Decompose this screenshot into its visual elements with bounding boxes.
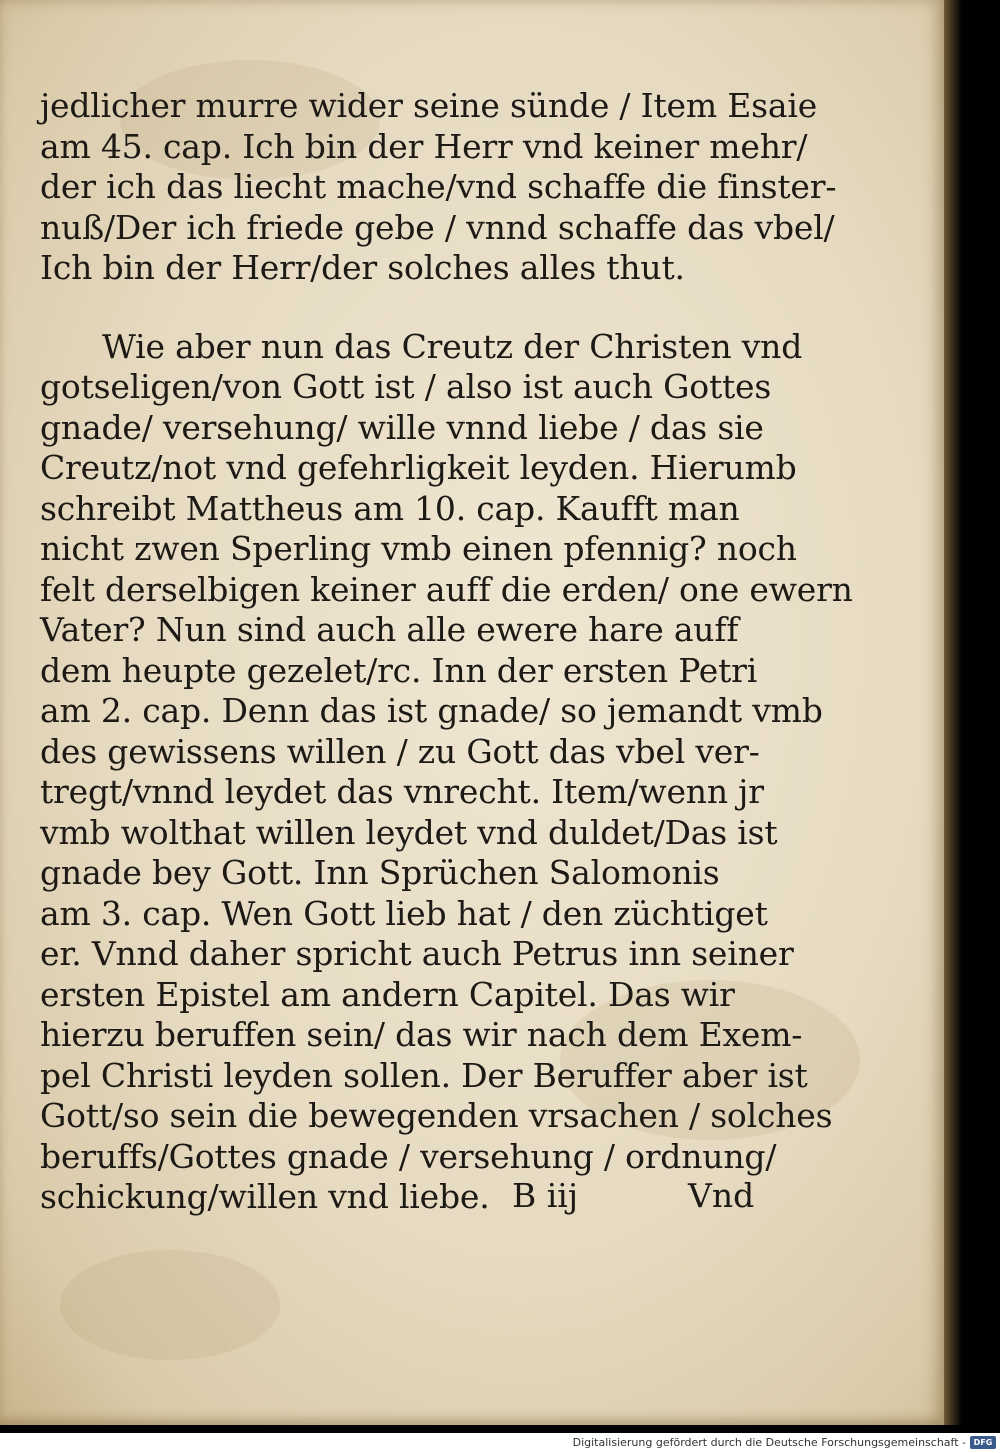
signature-mark: B iij	[512, 1176, 579, 1215]
page-footer-marks	[40, 1176, 780, 1220]
text-line: hierzu beruffen sein/ das wir nach dem Exem-	[40, 1015, 803, 1054]
text-line: nicht zwen Sperling vmb einen pfennig? noch	[40, 529, 797, 568]
text-line: Gott/so sein die bewegenden vrsachen / solches	[40, 1096, 833, 1135]
catchword: Vnd	[688, 1176, 755, 1215]
text-line: jedlicher murre wider seine sünde / Item Esaie	[40, 86, 818, 125]
dfg-logo-icon: DFG	[970, 1436, 996, 1449]
text-line: nuß/Der ich friede gebe / vnnd schaffe das vbel/	[40, 207, 835, 247]
text-line: beruffs/Gottes gnade / versehung / ordnung/	[40, 1136, 777, 1176]
text-line: gnade bey Gott. Inn Sprüchen Salomonis	[40, 853, 720, 892]
text-line: des gewissens willen / zu Gott das vbel ver-	[40, 731, 760, 771]
paragraph-gap	[40, 289, 780, 327]
text-line: der ich das liecht mache/vnd schaffe die finster-	[40, 167, 837, 206]
text-line: Wie aber nun das Creutz der Christen vnd	[102, 326, 803, 366]
credit-bar	[0, 1433, 1000, 1453]
text-line: schreibt Mattheus am 10. cap. Kaufft man	[40, 488, 740, 528]
text-line: Ich bin der Herr/der solches alles thut.	[40, 248, 685, 287]
text-line: ersten Epistel am andern Capitel. Das wir	[40, 974, 735, 1014]
text-line: Vater? Nun sind auch alle ewere hare auff	[40, 610, 739, 649]
text-line: tregt/vnnd leydet das vnrecht. Item/wenn jr	[40, 772, 764, 811]
page-text	[40, 86, 853, 1218]
funding-credit: Digitalisierung gefördert durch die Deutsche Forschungsgemeinschaft -	[572, 1436, 966, 1449]
page-edge	[944, 0, 962, 1425]
text-line: gotseligen/von Gott ist / also ist auch Gottes	[40, 367, 772, 406]
text-line: felt derselbigen keiner auff die erden/ one ewern	[40, 569, 853, 609]
text-line: gnade/ versehung/ wille vnnd liebe / das sie	[40, 407, 764, 447]
paper-stain	[60, 1250, 280, 1360]
text-line: am 45. cap. Ich bin der Herr vnd keiner mehr/	[40, 126, 808, 166]
text-line: pel Christi leyden sollen. Der Beruffer aber ist	[40, 1055, 808, 1095]
text-line: am 2. cap. Denn das ist gnade/ so jemandt vmb	[40, 691, 823, 730]
text-line: er. Vnnd daher spricht auch Petrus inn seiner	[40, 934, 794, 973]
text-line: am 3. cap. Wen Gott lieb hat / den züchtiget	[40, 893, 768, 933]
text-line: dem heupte gezelet/rc. Inn der ersten Petri	[40, 650, 758, 690]
text-line: vmb wolthat willen leydet vnd duldet/Das ist	[40, 812, 778, 852]
text-line: schickung/willen vnd liebe.	[40, 1177, 490, 1216]
text-line: Creutz/not vnd gefehrligkeit leyden. Hierumb	[40, 448, 797, 487]
